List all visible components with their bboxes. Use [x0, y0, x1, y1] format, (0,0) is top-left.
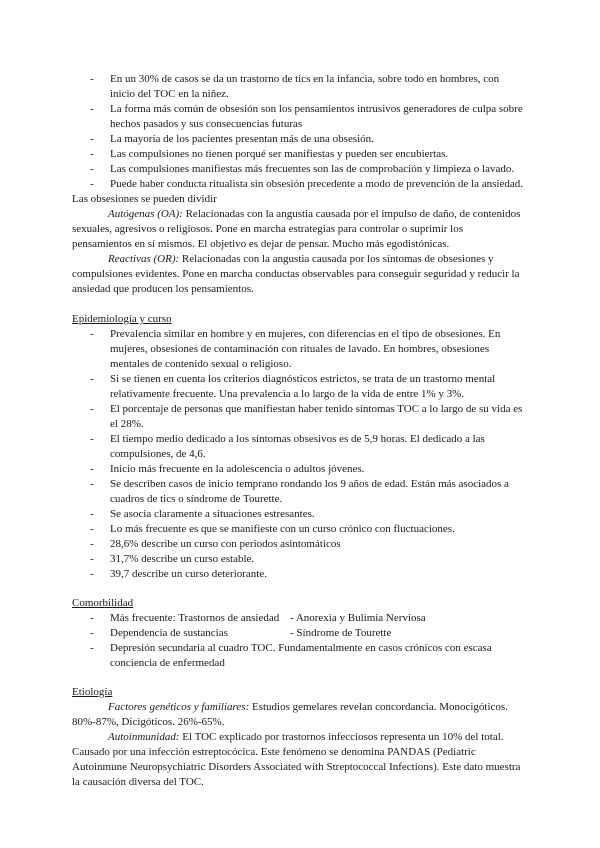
autogenas-text: Relacionadas con la angustia causada por el impulso de daño, de contenidos sexuales, agresivos o religiosos. Pone en marcha estrategias para controlar o suprimir los pensamientos en sí mismos. El objetivo es dejar de pensar. Mucho más egodistónicas.	[72, 208, 521, 250]
intro-bullet-list	[72, 72, 524, 192]
etiologia-heading: Etiología	[72, 686, 113, 698]
factores-label: Factores genéticos y familiares:	[108, 701, 250, 713]
comorbilidad-right: - Síndrome de Tourette	[290, 626, 391, 641]
list-item: - La mayoría de los pacientes presentan más de una obsesión.	[72, 132, 524, 147]
list-item: - En un 30% de casos se da un trastorno de tics en la infancia, sobre todo en hombres, con inicio del TOC en la niñez.	[72, 72, 524, 102]
list-item: - Prevalencia similar en hombre y en mujeres, con diferencias en el tipo de obsesiones. En mujeres, obsesiones de contaminación con rituales de lavado. En hombres, obsesiones mentales de contenido sexual o religioso.	[72, 327, 524, 372]
reactivas-text: Relacionadas con la angustia causada por los síntomas de obsesiones y compulsiones evidentes. Pone en marcha conductas observables para conseguir seguridad y reducir la ansiedad que producen los pensamientos.	[72, 253, 520, 295]
comorbilidad-left: - Dependencia de sustancias	[110, 627, 228, 639]
list-item: - Se asocia claramente a situaciones estresantes.	[72, 507, 524, 522]
factores-paragraph	[72, 700, 524, 730]
comorbilidad-list	[72, 611, 524, 671]
list-item: - Las compulsiones manifiestas más frecuentes son las de comprobación y limpieza o lavado.	[72, 162, 524, 177]
list-item: - 31,7% describe un curso estable.	[72, 552, 524, 567]
list-item: - Las compulsiones no tienen porqué ser manifiestas y pueden ser encubiertas.	[72, 147, 524, 162]
comorbilidad-left: - Más frecuente: Trastornos de ansiedad	[110, 612, 280, 624]
reactivas-label: Reactivas (OR):	[108, 253, 180, 265]
list-item: - Inicio más frecuente en la adolescencia o adultos jóvenes.	[72, 462, 524, 477]
comorbilidad-right: - Anorexia y Bulimia Nerviosa	[290, 611, 426, 626]
list-item: - Si se tienen en cuenta los criterios diagnósticos estrictos, se trata de un trastorno mental relativamente frecuente. Una prevalencia a lo largo de la vida de entre 1% y 3%.	[72, 372, 524, 402]
reactivas-paragraph	[72, 252, 524, 297]
autoinmunidad-paragraph	[72, 730, 524, 790]
list-item: - La forma más común de obsesión son los pensamientos intrusivos generadores de culpa sobre hechos pasados y sus consecuencias futuras	[72, 102, 524, 132]
list-item: - El porcentaje de personas que manifiestan haber tenido síntomas TOC a lo largo de su vida es el 28%.	[72, 402, 524, 432]
comorbilidad-heading: Comorbilidad	[72, 597, 134, 609]
autogenas-paragraph	[72, 207, 524, 252]
list-item: - Depresión secundaria al cuadro TOC. Fundamentalmente en casos crónicos con escasa conciencia de enfermedad	[72, 641, 524, 671]
list-item	[72, 626, 524, 641]
list-item: - 28,6% describe un curso con periodos asintomáticos	[72, 537, 524, 552]
list-item: - Se describen casos de inicio temprano rondando los 9 años de edad. Están más asociados a cuadros de tics o síndrome de Tourette.	[72, 477, 524, 507]
epidemiologia-list	[72, 327, 524, 582]
list-item: - El tiempo medio dedicado a los síntomas obsesivos es de 5,9 horas. El dedicado a las compulsiones, de 4,6.	[72, 432, 524, 462]
document-page	[72, 72, 524, 790]
list-item: - Lo más frecuente es que se manifieste con un curso crónico con fluctuaciones.	[72, 522, 524, 537]
factores-text: Estudios gemelares revelan concordancia. Monocigóticos. 80%-87%, Dicigóticos. 26%-65%.	[72, 701, 508, 728]
epidemiologia-heading: Epidemiología y curso	[72, 313, 172, 325]
autoinmunidad-label: Autoinmunidad:	[108, 731, 180, 743]
obsesiones-intro: Las obsesiones se pueden dividir	[72, 193, 217, 205]
list-item: - Puede haber conducta ritualista sin obsesión precedente a modo de prevención de la ansiedad.	[72, 177, 524, 192]
list-item: - 39,7 describe un curso deteriorante.	[72, 567, 524, 582]
list-item	[72, 611, 524, 626]
autogenas-label: Autógenas (OA):	[108, 208, 183, 220]
autoinmunidad-text: El TOC explicado por trastornos infecciosos representa un 10% del total. Causado por una infección estreptocócica. Este fenómeno se denomina PANDAS (Pediatric Autoinmune Neuropsychiatric Disorders Associated with Streptococcal Infections). Este dato muestra la causación diversa del TOC.	[72, 731, 521, 788]
